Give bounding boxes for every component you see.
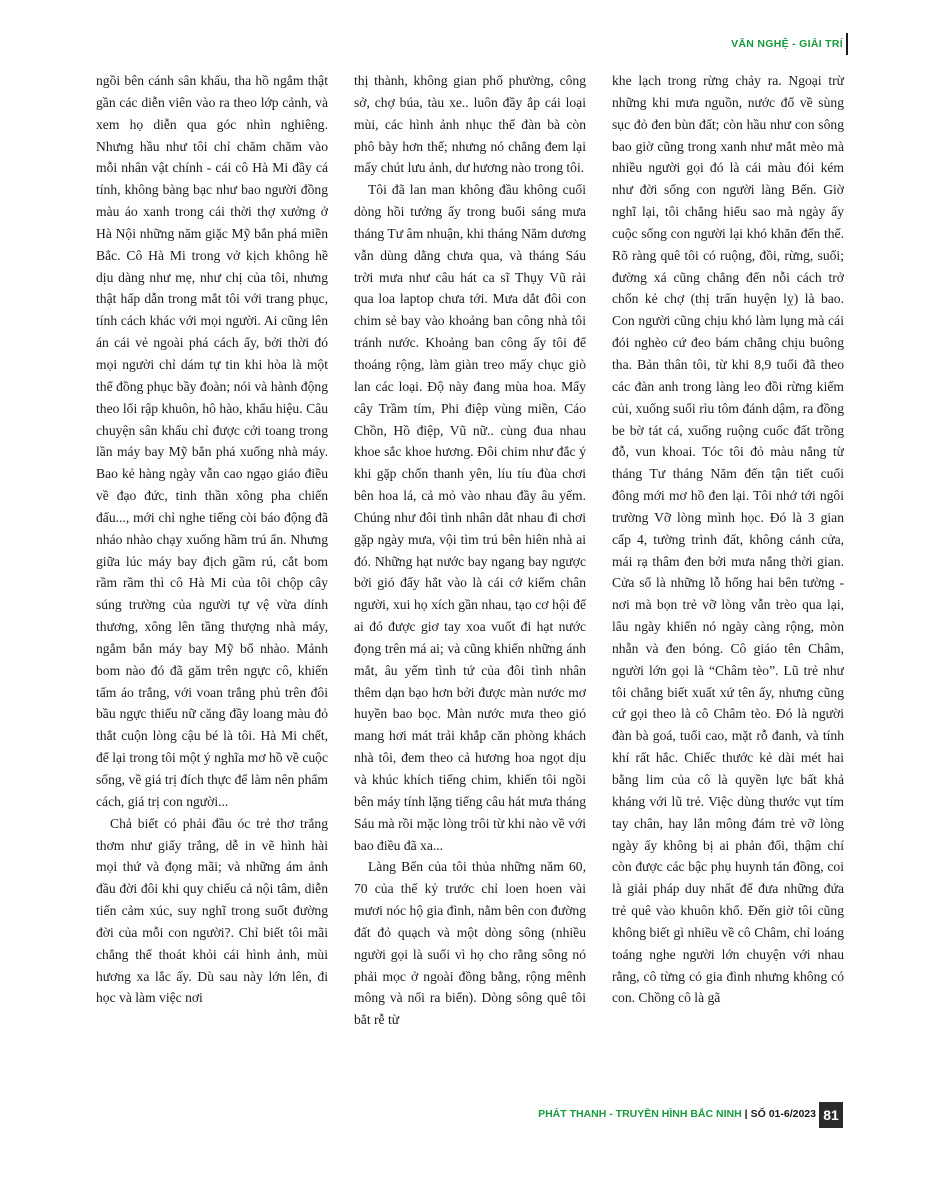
paragraph: thị thành, không gian phố phường, công sở, chợ búa, tàu xe.. luôn đầy ắp cái loại mùi, các hình ảnh nhục thể đàn bà còn phô bày hơn thế; nhưng nó chẳng đem lại mấy chút lưu ảnh, dư hương nào trong tôi. — [354, 73, 586, 176]
paragraph: Làng Bến của tôi thủa những năm 60, 70 của thế kỷ trước chỉ loen hoen vài mươi nóc hộ gia đình, nằm bên con đường đất đỏ quạch và một dòng sông (nhiều người gọi là suối vì họ cho rằng sông nó phải mọc ở ngoài đồng bằng, rộng mênh mông và nối ra biển). Dòng sông quê tôi bắt rễ từ — [354, 859, 586, 1028]
publication-name: PHÁT THANH - TRUYỀN HÌNH BẮC NINH — [538, 1108, 742, 1120]
column-3 — [612, 70, 844, 1075]
paragraph: Tôi đã lan man không đầu không cuối dòng hồi tưởng ấy trong buổi sáng mưa tháng Tư âm nhuận, khi tháng Năm dương vẫn dùng dằng chưa qua, và tháng Sáu trời mưa như câu hát ca sĩ Thụy Vũ rải qua loa laptop chưa tới. Mưa dắt đôi con chim sẻ bay vào khoảng ban công nhà tôi tránh nước. Khoảng ban công ấy tôi để thoáng rộng, làm giàn treo mấy chục giò lan các loại. Độ này đang mùa hoa. Mấy cây Trầm tím, Phi điệp vùng miền, Cáo Chồn, Hồ điệp, Vũ nữ.. cùng đua nhau khoe sắc khoe hương. Đôi chim như đắc ý khi gặp chốn thanh yên, líu tíu đùa chơi bên hoa lá, cả mỏ vào nhau đầy âu yếm. Chúng như đôi tình nhân dắt nhau đi chơi gặp ngày mưa, vội tìm trú bên hiên nhà ai đó. Những hạt nước bay ngang bay ngược bởi gió đẩy hắt vào là cái cớ kiếm chân người, xui họ xích gần nhau, tạo cơ hội để ai đó được giơ tay xoa vuốt đi hạt nước đọng trên má ai; và cũng khiến những ánh mắt, âu yếm tình tứ của đôi tình nhân thêm dạn bạo hơn bởi được màn nước mơ huyền bao bọc. Màn nước mưa theo gió mang hơi mát trải khắp căn phòng khách nhà tôi, đem theo cả hương hoa ngọt dịu và khúc khích tiếng chim, khiến tôi ngồi bên máy tính lặng tiếng câu hát mưa tháng Sáu mà rồi mặc lòng trôi từ khi nào về với bao điều đã xa... — [354, 182, 586, 853]
column-2 — [354, 70, 586, 1075]
footer-publication — [538, 1108, 816, 1120]
issue-number: SỐ 01-6/2023 — [750, 1108, 816, 1120]
paragraph: Chả biết có phải đầu óc trẻ thơ trắng thơm như giấy trắng, dễ in vẽ hình hài mọi thứ và đọng mãi; và những ám ảnh đầu đời đôi khi quy chiếu cả nội tâm, diễn tiến cảm xúc, suy nghĩ trong suốt đường đời của mỗi con người?. Chỉ biết tôi mãi chẳng thể thoát khỏi cái hình ảnh, mùi hương xa lắc ấy. Dù sau này lớn lên, đi học và làm việc nơi — [96, 815, 328, 1006]
section-rule — [846, 33, 848, 55]
page-footer — [0, 1096, 927, 1136]
paragraph: khe lạch trong rừng chảy ra. Ngoại trừ những khi mưa nguồn, nước đổ về sùng sục đỏ đen bùn đất; còn hầu như con sông bao giờ cũng trong xanh như mắt mèo mà nhiều người gọi đó là cái màu đói kém như đời sống con người làng Bến. Giờ nghĩ lại, tôi chẳng hiểu sao mà ngày ấy cuộc sống con người lại khó khăn đến thế. Rõ ràng quê tôi có ruộng, đồi, rừng, suối; đường xá cũng chẳng đến nỗi cách trở chốn kẻ chợ (thị trấn huyện lỵ) là bao. Con người cũng chịu khó làm lụng mà cái đói nghèo cứ đeo bám chẳng chịu buông tha. Bản thân tôi, từ khi 8,9 tuổi đã theo các đàn anh trong làng leo đồi rừng kiếm củi, xuống suối rìu tôm đánh dậm, ra đồng be bờ tát cá, xuống ruộng cuốc đất trồng đỗ, vun khoai. Tóc tôi đỏ màu nắng từ tháng Tư tháng Năm đến tận tiết cuối đông mới mơ hồ đen lại. Tôi nhớ tới ngôi trường Vỡ lòng mình học. Đó là 3 gian cấp 4, tường trình đất, không cánh cửa, mái rạ thâm đen bởi mưa nắng thời gian. Cửa sổ là những lỗ hổng hai bên tường - nơi mà bọn trẻ vỡ lòng vẫn trèo qua lại, lâu ngày khiến nó ngày càng rộng, mòn nhẵn và đen bóng. Cô giáo tên Châm, người lớn gọi là “Châm tèo”. Lũ trẻ như tôi chẳng biết xuất xứ tên ấy, nhưng cũng cứ gọi theo là cô Châm tèo. Đó là người đàn bà goá, tuổi cao, mặt rỗ đanh, và tính khí rất hắc. Chiếc thước kẻ dài mét hai bằng lim của cô là quyền lực bất khả kháng với lũ trẻ. Việc dùng thước vụt tím tay chân, hay lắn mông đám trẻ vỡ lòng ngày ấy không bị ai phản đối, thậm chí còn được các bậc phụ huynh tán đồng, coi là giải pháp duy nhất để đưa những đứa trẻ quê vào khuôn khổ. Đến giờ tôi cũng không biết gì nhiều về cô Châm, chỉ loáng toáng nghe người lớn chuyện với nhau rằng, cô từng có gia đình nhưng không có con. Chồng cô là gã — [612, 73, 844, 1006]
footer-separator: | — [744, 1108, 748, 1120]
page-number: 81 — [819, 1102, 843, 1128]
paragraph: ngồi bên cánh sân khấu, tha hồ ngắm thật gần các diễn viên vào ra theo lớp cảnh, và xem họ diễn qua góc nhìn nghiêng. Nhưng hầu như tôi chỉ chăm chăm vào mỗi nhân vật chính - cái cô Hà Mi đầy cá tính, không bàng bạc như bao người đồng màu áo xanh trong cái thời thợ xưởng ở Hà Nội những năm giặc Mỹ bắn phá miền Bắc. Cô Hà Mi trong vở kịch không hề dịu dàng như mẹ, như chị của tôi, nhưng thật hấp dẫn trong mắt tôi với trang phục, tính cách khác với mọi người. Ai cũng lên án cái vẻ ngoài phá cách ấy, bởi thời đó mọi người chỉ dám tự tin khi hòa là một thể đồng phục bầy đoàn; nói và hành động theo lối rập khuôn, hô hào, khẩu hiệu. Câu chuyện sân khấu chỉ được cởi toang trong lần máy bay Mỹ bắn phá xuống nhà máy. Bao kẻ hàng ngày vẫn cao ngạo giáo điều về đạo đức, tinh thần xông pha chiến đấu..., mới chỉ nghe tiếng còi báo động đã nháo nhào chạy xuống hầm trú ẩn. Nhưng giữa lúc máy bay địch gầm rú, cắt bom rầm rầm thì cô Hà Mi của tôi chộp cây súng trường của người tự vệ vừa dính thương, xông lên tầng thượng nhà máy, ngắm bắn máy bay Mỹ bổ nhào. Mảnh bom nào đó đã găm trên ngực cô, khiến tấm áo trắng, với voan trắng phủ trên đôi bầu ngực thiếu nữ căng đầy loang màu đỏ thắt cuộn lòng cậu bé là tôi. Hà Mi chết, để lại trong tôi một ý nghĩa mơ hồ về cuộc sống, về giá trị đích thực để làm nên phẩm cách, giá trị con người... — [96, 73, 328, 809]
article-body — [96, 70, 844, 1075]
section-title: VĂN NGHỆ - GIẢI TRÍ — [731, 38, 843, 50]
column-1 — [96, 70, 328, 1075]
